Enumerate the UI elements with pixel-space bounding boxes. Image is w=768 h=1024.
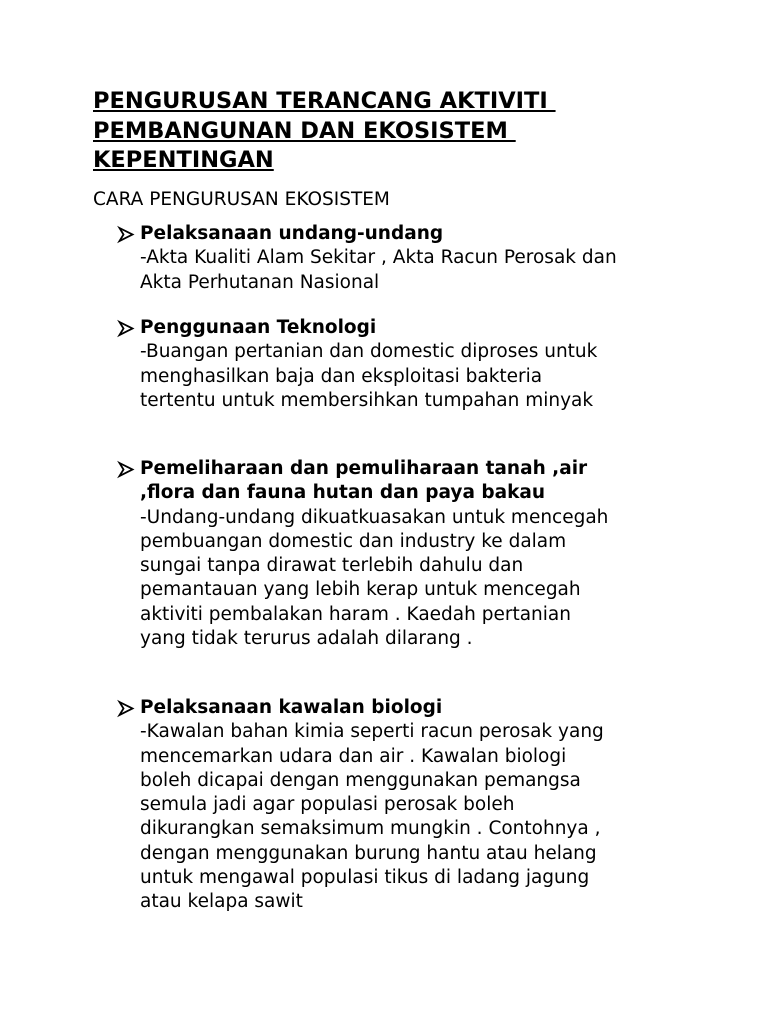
item-heading: Penggunaan Teknologi — [140, 317, 377, 338]
arrow-bullet-icon — [117, 222, 135, 246]
item-text: -Buangan pertanian dan domestic diproses untuk menghasilkan baja dan eksploitasi bakteria tertentu untuk membersihkan tumpahan minyak — [140, 341, 598, 411]
arrow-bullet-icon — [117, 316, 135, 340]
item-text: -Undang-undang dikuatkuasakan untuk mencegah pembuangan domestic dan industry ke dalam sungai tanpa dirawat terlebih dahulu dan pemantauan yang lebih kerap untuk mencegah aktiviti pembalakan haram . Kaedah pertanian yang tidak terurus adalah dilarang . — [140, 506, 609, 650]
page-title — [93, 87, 713, 176]
arrow-bullet-icon — [117, 696, 135, 720]
section-subtitle: CARA PENGURUSAN EKOSISTEM — [93, 189, 390, 210]
item-text: -Akta Kualiti Alam Sekitar , Akta Racun Perosak dan Akta Perhutanan Nasional — [140, 247, 617, 293]
title-line-2: PEMBANGUNAN DAN EKOSISTEM — [93, 117, 516, 144]
arrow-bullet-icon — [117, 457, 135, 481]
title-line-1: PENGURUSAN TERANCANG AKTIVITI — [93, 88, 556, 114]
title-line-3: KEPENTINGAN — [93, 147, 274, 173]
item-text: -Kawalan bahan kimia seperti racun perosak yang mencemarkan udara dan air . Kawalan biologi boleh dicapai dengan menggunakan pemangsa semula jadi agar populasi perosak boleh dikurangkan semaksimum mungkin . Contohnya , dengan menggunakan burung hantu atau helang untuk mengawal populasi tikus di ladang jagung atau kelapa sawit — [140, 721, 604, 913]
item-heading: Pemeliharaan dan pemuliharaan tanah ,air ,flora dan fauna hutan dan paya bakau — [140, 458, 588, 504]
item-heading: Pelaksanaan undang-undang — [140, 223, 444, 244]
item-heading: Pelaksanaan kawalan biologi — [140, 697, 443, 718]
